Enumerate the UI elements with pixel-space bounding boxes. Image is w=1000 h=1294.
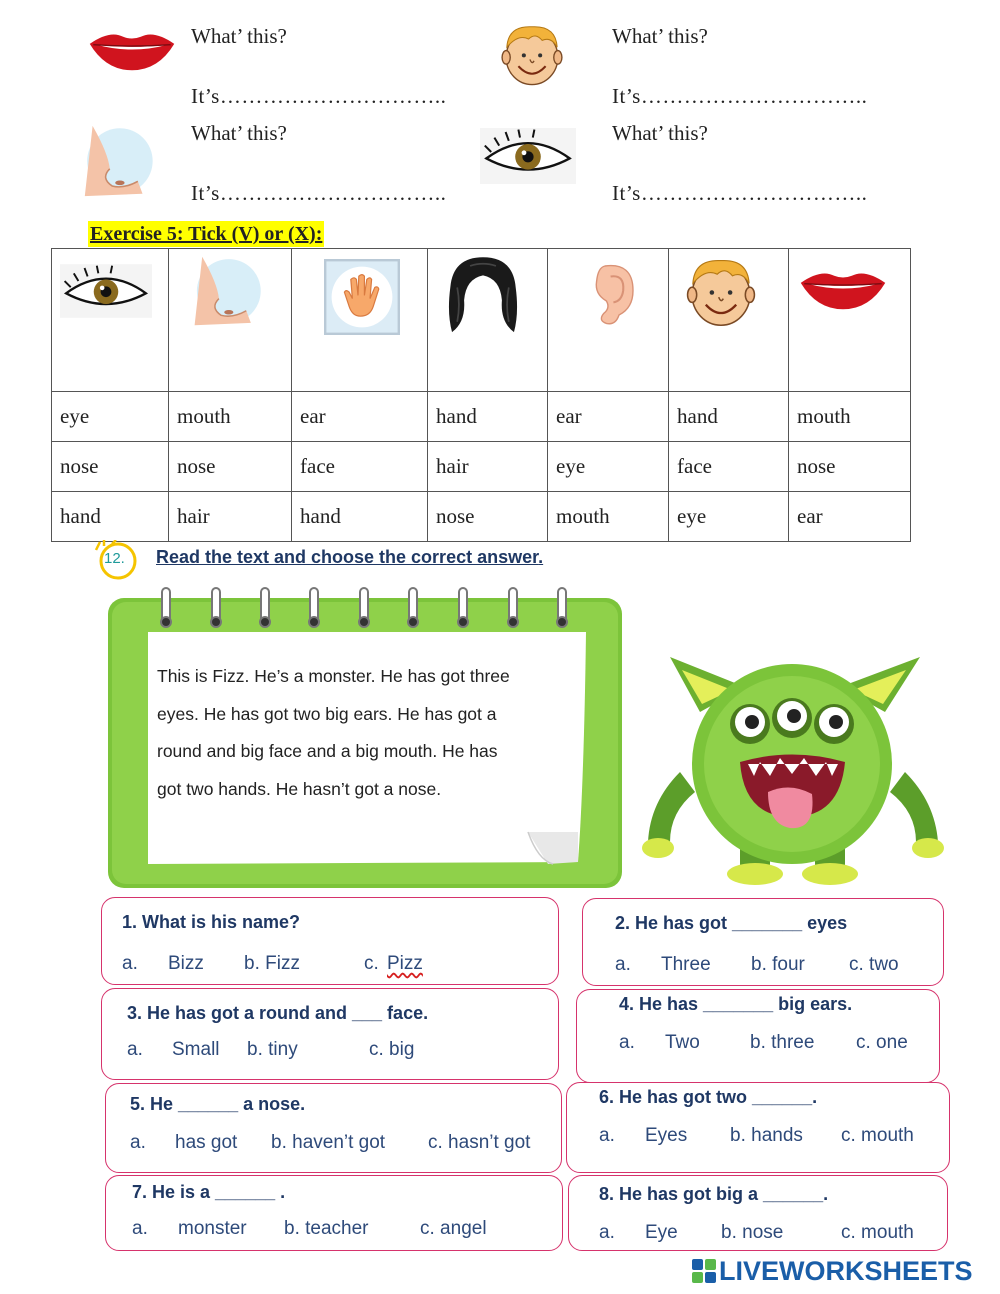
option-a[interactable]: Bizz [168, 953, 204, 974]
option-b[interactable]: b. haven’t got [271, 1132, 386, 1153]
question-prompt: 8. He has got big a ______. [599, 1184, 829, 1204]
option-label: a. [127, 1039, 143, 1060]
question-card-7 [105, 1175, 563, 1251]
face-icon [681, 253, 761, 329]
option-a[interactable]: Three [661, 954, 711, 975]
option-c[interactable]: c. two [849, 954, 899, 975]
option-c[interactable]: c. hasn’t got [428, 1132, 531, 1153]
section-number-badge [92, 540, 144, 580]
option-label: a. [619, 1032, 635, 1053]
table-row [52, 442, 911, 492]
tick-cell[interactable]: hand [52, 492, 169, 542]
question-text: What’ this? [612, 121, 708, 145]
tick-cell[interactable]: ear [292, 392, 428, 442]
tick-cell[interactable]: nose [789, 442, 911, 492]
answer-blank[interactable]: It’s………………………….. [612, 181, 868, 205]
reading-text [157, 658, 582, 808]
question-prompt: 1. What is his name? [122, 912, 301, 932]
picture-cell [789, 249, 911, 392]
tick-cell[interactable]: hand [292, 492, 428, 542]
answer-blank[interactable]: It’s………………………….. [191, 84, 447, 108]
monster-illustration [640, 652, 945, 888]
reading-line: round and big face and a big mouth. He has [157, 741, 498, 761]
question-prompt: 5. He ______ a nose. [130, 1094, 306, 1114]
picture-cell [292, 249, 428, 392]
hair-icon [436, 253, 530, 339]
option-a[interactable]: monster [178, 1218, 247, 1239]
tick-cell[interactable]: face [292, 442, 428, 492]
question-block-3 [81, 121, 461, 216]
option-b[interactable]: b. three [750, 1032, 815, 1053]
option-c[interactable]: c. one [856, 1032, 908, 1053]
question-block-2 [502, 24, 882, 119]
option-b[interactable]: b. teacher [284, 1218, 369, 1239]
tick-cell[interactable]: nose [52, 442, 169, 492]
ear-icon [576, 259, 648, 329]
tick-cell[interactable]: hand [428, 392, 548, 442]
option-c[interactable]: c. mouth [841, 1125, 914, 1146]
reading-line: got two hands. He hasn’t got a nose. [157, 778, 442, 799]
liveworksheets-logo [692, 1254, 973, 1288]
option-a[interactable]: Small [172, 1039, 220, 1060]
question-card-6 [566, 1082, 950, 1173]
question-prompt: 7. He is a ______ . [132, 1182, 286, 1202]
tick-cell[interactable]: hair [428, 442, 548, 492]
picture-cell [52, 249, 169, 392]
tick-cell[interactable]: hair [169, 492, 292, 542]
option-label: a. [132, 1218, 148, 1239]
answer-blank[interactable]: It’s………………………….. [612, 84, 868, 108]
option-a[interactable]: Two [665, 1032, 700, 1053]
section-title-period: . [538, 547, 544, 567]
exercise-title: Exercise 5: Tick (V) or (X): [90, 223, 323, 245]
picture-cell [669, 249, 789, 392]
question-card-3 [101, 988, 559, 1080]
reading-line: This is Fizz. He’s a monster. He has got three [157, 666, 510, 686]
question-block-1 [81, 24, 461, 119]
logo-icon [692, 1259, 716, 1283]
eye-icon [60, 253, 152, 329]
nose-icon [187, 253, 263, 329]
picture-cell [428, 249, 548, 392]
tick-cell[interactable]: eye [669, 492, 789, 542]
tick-cell[interactable]: mouth [548, 492, 669, 542]
option-b[interactable]: b. tiny [247, 1039, 298, 1060]
question-text: What’ this? [191, 121, 287, 145]
table-row [52, 392, 911, 442]
question-prompt: 6. He has got two ______. [599, 1087, 818, 1107]
option-a[interactable]: Eyes [645, 1125, 688, 1146]
option-c-label: c. [364, 953, 379, 974]
option-c[interactable]: Pizz [387, 953, 423, 974]
tick-cell[interactable]: hand [669, 392, 789, 442]
question-card-5 [105, 1083, 562, 1173]
question-prompt: 2. He has got _______ eyes [615, 913, 848, 933]
option-label: a. [130, 1132, 146, 1153]
option-label: a. [599, 1222, 615, 1243]
option-b[interactable]: b. Fizz [244, 953, 300, 974]
question-card-2 [582, 898, 944, 986]
tick-cell[interactable]: ear [789, 492, 911, 542]
option-c[interactable]: c. angel [420, 1218, 487, 1239]
tick-cell[interactable]: nose [169, 442, 292, 492]
option-label: a. [599, 1125, 615, 1146]
picture-cell [548, 249, 669, 392]
section-title-text: Read the text and choose the correct answer [156, 547, 539, 567]
answer-blank[interactable]: It’s………………………….. [191, 181, 447, 205]
tick-cell[interactable]: eye [52, 392, 169, 442]
question-card-1 [101, 897, 559, 985]
table-row [52, 492, 911, 542]
tick-cell[interactable]: nose [428, 492, 548, 542]
tick-table [51, 248, 911, 542]
hand-icon [322, 257, 402, 337]
option-a[interactable]: has got [175, 1132, 238, 1153]
tick-cell[interactable]: eye [548, 442, 669, 492]
question-text: What’ this? [612, 24, 708, 48]
question-card-4 [576, 989, 940, 1083]
option-b[interactable]: b. four [751, 954, 805, 975]
question-prompt: 3. He has got a round and ___ face. [127, 1003, 429, 1023]
section-title [156, 547, 543, 568]
tick-cell[interactable]: ear [548, 392, 669, 442]
question-text: What’ this? [191, 24, 287, 48]
question-block-4 [502, 121, 882, 216]
picture-cell [169, 249, 292, 392]
option-c[interactable]: c. mouth [841, 1222, 914, 1243]
option-c[interactable]: c. big [369, 1039, 415, 1060]
lips-icon [797, 267, 889, 311]
section-number: 12. [104, 550, 125, 567]
reading-line: eyes. He has got two big ears. He has got a [157, 703, 497, 724]
option-label: a. [122, 953, 138, 974]
question-prompt: 4. He has _______ big ears. [619, 994, 853, 1014]
option-label: a. [615, 954, 631, 975]
option-b[interactable]: b. hands [730, 1125, 803, 1146]
option-b[interactable]: b. nose [721, 1222, 784, 1243]
question-card-8 [568, 1175, 948, 1251]
option-a[interactable]: Eye [645, 1222, 678, 1243]
tick-cell[interactable]: mouth [789, 392, 911, 442]
tick-cell[interactable]: face [669, 442, 789, 492]
tick-cell[interactable]: mouth [169, 392, 292, 442]
logo-text: LIVEWORKSHEETS [719, 1255, 973, 1286]
